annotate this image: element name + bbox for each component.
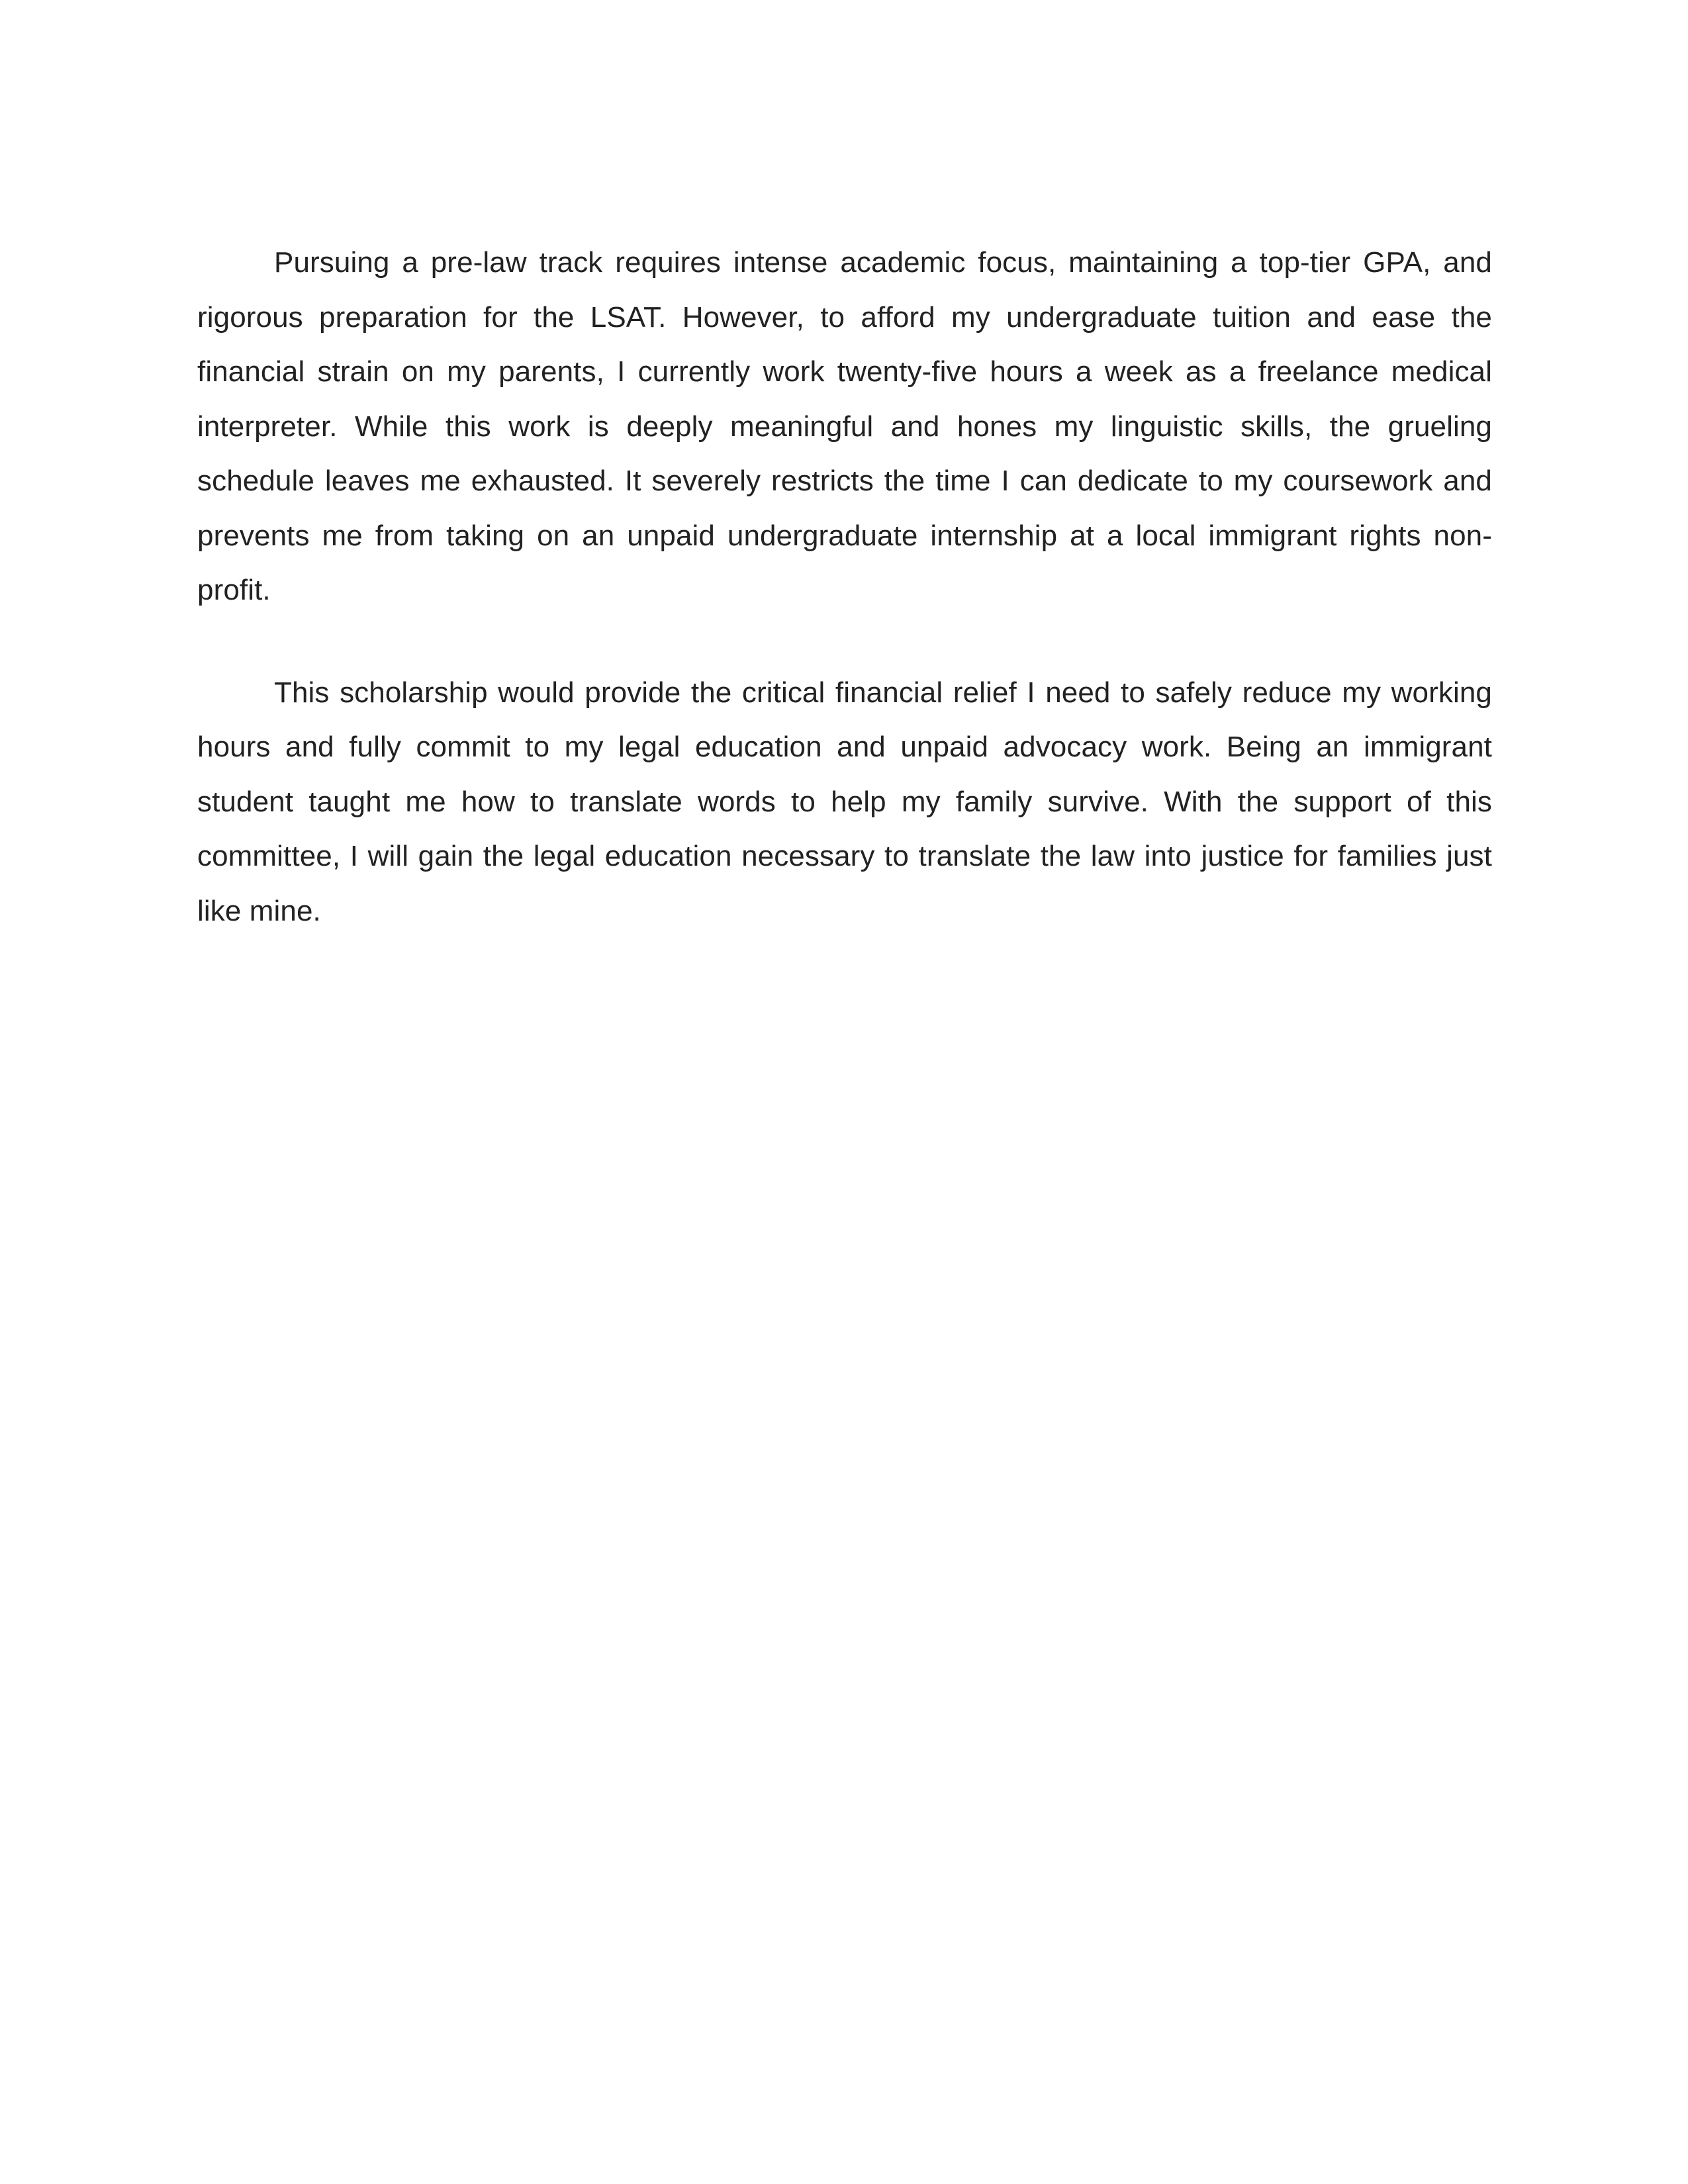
paragraph-financial-strain: Pursuing a pre-law track requires intense academic focus, maintaining a top-tier GPA, and rigorous preparation for the LSAT. However, to afford my undergraduate tuition and ease the financial strain on my parents, I currently work twenty-five hours a week as a freelance medical interpreter. While this work is deeply meaningful and hones my linguistic skills, the grueling schedule leaves me exhausted. It severely restricts the time I can dedicate to my coursework and prevents me from taking on an unpaid undergraduate internship at a local immigrant rights non-profit. bbox=[197, 246, 1492, 606]
document-body bbox=[197, 236, 1492, 986]
paragraph-scholarship-impact: This scholarship would provide the critical financial relief I need to safely reduce my working hours and fully commit to my legal education and unpaid advocacy work. Being an immigrant student taught me how to translate words to help my family survive. With the support of this committee, I will gain the legal education necessary to translate the law into justice for families just like mine. bbox=[197, 676, 1492, 927]
